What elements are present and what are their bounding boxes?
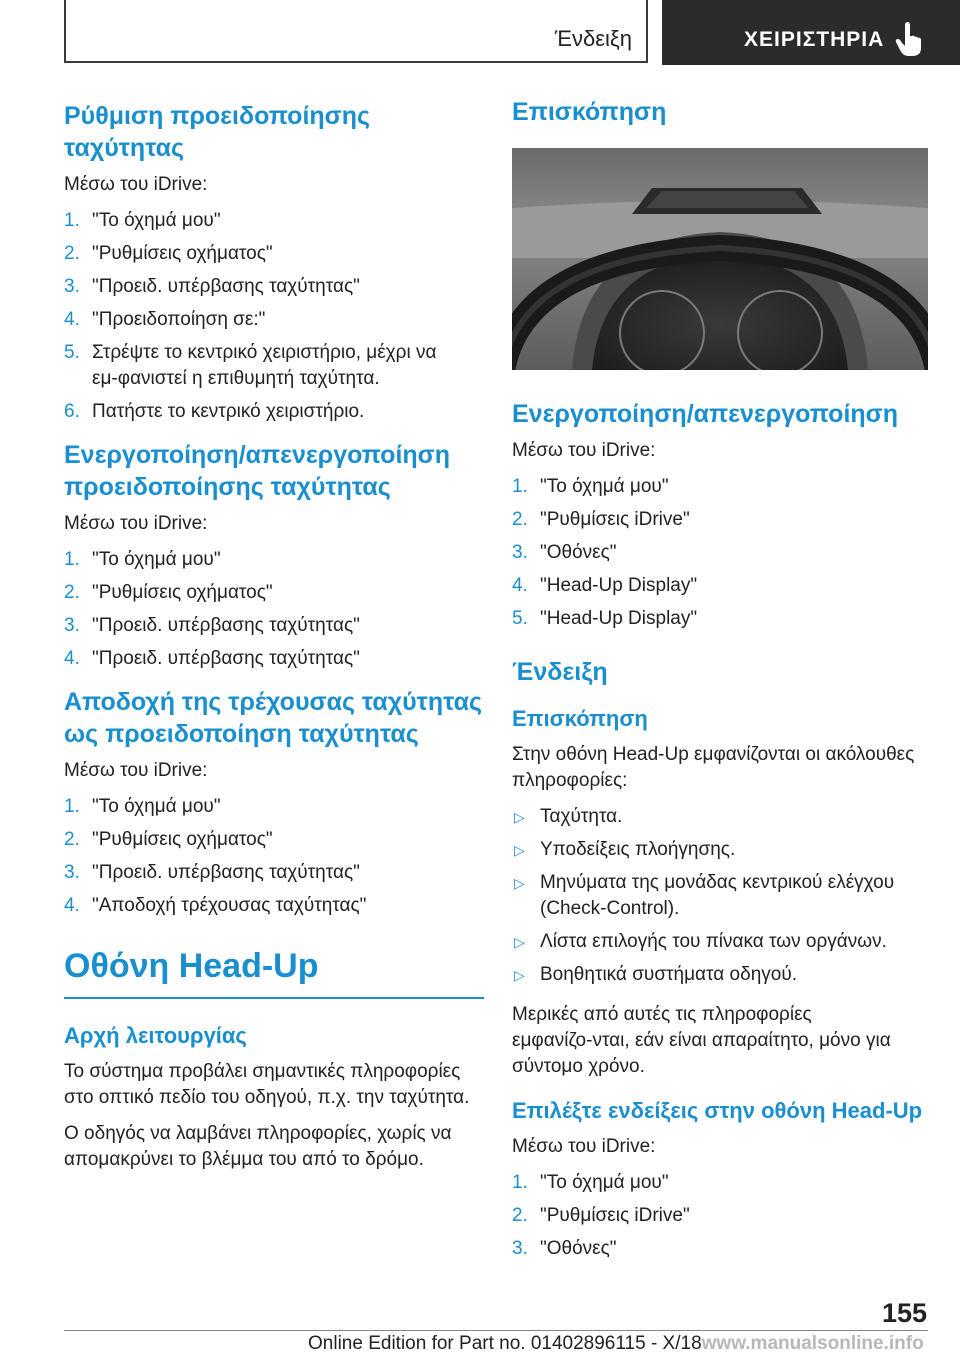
select-displays-intro: Μέσω του iDrive: bbox=[512, 1136, 656, 1157]
step-number: 6. bbox=[64, 401, 80, 422]
bullet-text: Ταχύτητα. bbox=[540, 806, 623, 827]
accept-current-speed-intro: Μέσω του iDrive: bbox=[64, 760, 208, 781]
step-text: "Ρυθμίσεις οχήματος" bbox=[92, 829, 273, 850]
activation-heading: Ενεργοποίηση/απενεργοποίηση bbox=[512, 400, 899, 428]
activation-steps bbox=[512, 474, 932, 632]
step-number: 2. bbox=[512, 509, 528, 530]
step-number: 3. bbox=[64, 862, 80, 883]
step-number: 2. bbox=[64, 829, 80, 850]
operating-principle-heading: Αρχή λειτουργίας bbox=[64, 1023, 247, 1048]
step-text: "Προειδ. υπέρβασης ταχύτητας" bbox=[92, 276, 360, 297]
step-number: 4. bbox=[512, 575, 528, 596]
step-text: "Ρυθμίσεις οχήματος" bbox=[92, 243, 273, 264]
step-number: 1. bbox=[512, 1172, 528, 1193]
left-column bbox=[64, 100, 484, 1183]
operating-principle-paragraph-1: Το σύστημα προβάλει σημαντικές πληροφορίες στο οπτικό πεδίο του οδηγού, π.χ. την ταχύτητα. bbox=[64, 1061, 470, 1108]
step-number: 1. bbox=[512, 476, 528, 497]
step-text: "Το όχημά μου" bbox=[92, 210, 221, 231]
header-chapter-label: ΧΕΙΡΙΣΤΗΡΙΑ bbox=[744, 28, 885, 51]
step-number: 2. bbox=[64, 243, 80, 264]
bullet-text: Μηνύματα της μονάδας κεντρικού ελέγχου (Check-Control). bbox=[540, 872, 895, 919]
list-item bbox=[64, 613, 484, 639]
triangle-bullet-icon: ▷ bbox=[514, 842, 525, 858]
display-overview-intro: Στην οθόνη Head-Up εμφανίζονται οι ακόλουθες πληροφορίες: bbox=[512, 744, 915, 791]
list-item bbox=[64, 893, 484, 919]
overview-heading: Επισκόπηση bbox=[512, 98, 667, 126]
triangle-bullet-icon: ▷ bbox=[514, 875, 525, 891]
step-number: 3. bbox=[64, 615, 80, 636]
page-number: 155 bbox=[882, 1298, 928, 1328]
header-section-tab bbox=[64, 0, 648, 63]
step-text: "Προειδ. υπέρβασης ταχύτητας" bbox=[92, 862, 360, 883]
step-number: 3. bbox=[512, 1238, 528, 1259]
triangle-bullet-icon: ▷ bbox=[514, 934, 525, 950]
step-number: 1. bbox=[64, 796, 80, 817]
step-text: "Προειδ. υπέρβασης ταχύτητας" bbox=[92, 648, 360, 669]
footer-divider bbox=[64, 1330, 928, 1331]
list-item bbox=[64, 827, 484, 853]
list-item bbox=[512, 1203, 932, 1229]
step-number: 4. bbox=[64, 895, 80, 916]
list-item bbox=[512, 474, 932, 500]
step-text: "Προειδ. υπέρβασης ταχύτητας" bbox=[92, 615, 360, 636]
step-number: 3. bbox=[512, 542, 528, 563]
footer-edition bbox=[308, 1333, 924, 1355]
triangle-bullet-icon: ▷ bbox=[514, 967, 525, 983]
list-item bbox=[512, 870, 932, 922]
step-number: 1. bbox=[64, 210, 80, 231]
step-number: 4. bbox=[64, 648, 80, 669]
list-item bbox=[64, 547, 484, 573]
list-item bbox=[512, 1236, 932, 1262]
speed-warning-toggle-steps bbox=[64, 547, 484, 672]
list-item bbox=[512, 804, 932, 830]
list-item bbox=[512, 1170, 932, 1196]
speed-warning-setting-heading: Ρύθμιση προειδοποίησης ταχύτητας bbox=[64, 102, 371, 162]
step-number: 3. bbox=[64, 276, 80, 297]
activation-intro: Μέσω του iDrive: bbox=[512, 440, 656, 461]
pointing-hand-icon bbox=[894, 22, 924, 56]
step-text: "Ρυθμίσεις iDrive" bbox=[540, 1205, 690, 1226]
display-heading: Ένδειξη bbox=[512, 658, 608, 686]
display-overview-outro: Μερικές από αυτές τις πληροφορίες εμφανίζο‑νται, εάν είναι απαραίτητο, μόνο για σύντομο χρόνο. bbox=[512, 1004, 891, 1077]
bullet-text: Βοηθητικά συστήματα οδηγού. bbox=[540, 964, 797, 985]
footer-edition-text: Online Edition for Part no. 01402896115 - X/18 bbox=[308, 1333, 702, 1354]
list-item bbox=[512, 540, 932, 566]
step-text: "Οθόνες" bbox=[540, 542, 617, 563]
step-text: "Προειδοποίηση σε:" bbox=[92, 309, 266, 330]
bullet-text: Λίστα επιλογής του πίνακα των οργάνων. bbox=[540, 931, 887, 952]
list-item bbox=[64, 241, 484, 267]
step-text: "Το όχημά μου" bbox=[92, 549, 221, 570]
list-item bbox=[64, 580, 484, 606]
display-info-list bbox=[512, 804, 932, 988]
speed-warning-setting-steps bbox=[64, 208, 484, 425]
head-up-display-title: Οθόνη Head‑Up bbox=[64, 945, 484, 999]
list-item bbox=[512, 837, 932, 863]
bullet-text: Υποδείξεις πλοήγησης. bbox=[540, 839, 736, 860]
step-text: "Οθόνες" bbox=[540, 1238, 617, 1259]
speed-warning-toggle-heading: Ενεργοποίηση/απενεργοποίηση προειδοποίησης ταχύτητας bbox=[64, 441, 451, 501]
header-section-label: Ένδειξη bbox=[554, 26, 632, 51]
speed-warning-setting-intro: Μέσω του iDrive: bbox=[64, 174, 208, 195]
step-number: 4. bbox=[64, 309, 80, 330]
triangle-bullet-icon: ▷ bbox=[514, 809, 525, 825]
select-displays-heading: Επιλέξτε ενδείξεις στην οθόνη Head-Up bbox=[512, 1098, 923, 1123]
display-overview-heading: Επισκόπηση bbox=[512, 706, 648, 731]
step-text: "Ρυθμίσεις οχήματος" bbox=[92, 582, 273, 603]
list-item bbox=[64, 208, 484, 234]
right-column bbox=[512, 96, 932, 1276]
list-item bbox=[512, 929, 932, 955]
list-item bbox=[512, 507, 932, 533]
list-item bbox=[64, 399, 484, 425]
step-number: 5. bbox=[64, 342, 80, 363]
step-number: 2. bbox=[512, 1205, 528, 1226]
step-text: Στρέψτε το κεντρικό χειριστήριο, μέχρι να εμ‑φανιστεί η επιθυμητή ταχύτητα. bbox=[92, 342, 437, 389]
step-text: "Το όχημά μου" bbox=[540, 476, 669, 497]
footer-url[interactable]: www.manualsonline.info bbox=[701, 1333, 924, 1354]
step-number: 1. bbox=[64, 549, 80, 570]
list-item bbox=[64, 340, 484, 392]
step-text: "Το όχημά μου" bbox=[92, 796, 221, 817]
list-item bbox=[512, 962, 932, 988]
step-number: 5. bbox=[512, 608, 528, 629]
accept-current-speed-steps bbox=[64, 794, 484, 919]
step-text: Πατήστε το κεντρικό χειριστήριο. bbox=[92, 401, 365, 422]
step-text: "Το όχημά μου" bbox=[540, 1172, 669, 1193]
step-text: "Head-Up Display" bbox=[540, 608, 698, 629]
step-text: "Ρυθμίσεις iDrive" bbox=[540, 509, 690, 530]
step-text: "Head-Up Display" bbox=[540, 575, 698, 596]
step-text: "Αποδοχή τρέχουσας ταχύτητας" bbox=[92, 895, 367, 916]
list-item bbox=[512, 606, 932, 632]
list-item bbox=[64, 274, 484, 300]
list-item bbox=[64, 646, 484, 672]
select-displays-steps bbox=[512, 1170, 932, 1262]
list-item bbox=[64, 307, 484, 333]
accept-current-speed-heading: Αποδοχή της τρέχουσας ταχύτητας ως προειδοποίηση ταχύτητας bbox=[64, 688, 482, 748]
list-item bbox=[64, 860, 484, 886]
list-item bbox=[512, 573, 932, 599]
speed-warning-toggle-intro: Μέσω του iDrive: bbox=[64, 513, 208, 534]
list-item bbox=[64, 794, 484, 820]
step-number: 2. bbox=[64, 582, 80, 603]
head-up-display-dashboard-image bbox=[512, 148, 928, 370]
operating-principle-paragraph-2: Ο οδηγός να λαμβάνει πληροφορίες, χωρίς να απομακρύνει το βλέμμα του από το δρόμο. bbox=[64, 1123, 452, 1170]
header-chapter-tab bbox=[662, 0, 960, 65]
